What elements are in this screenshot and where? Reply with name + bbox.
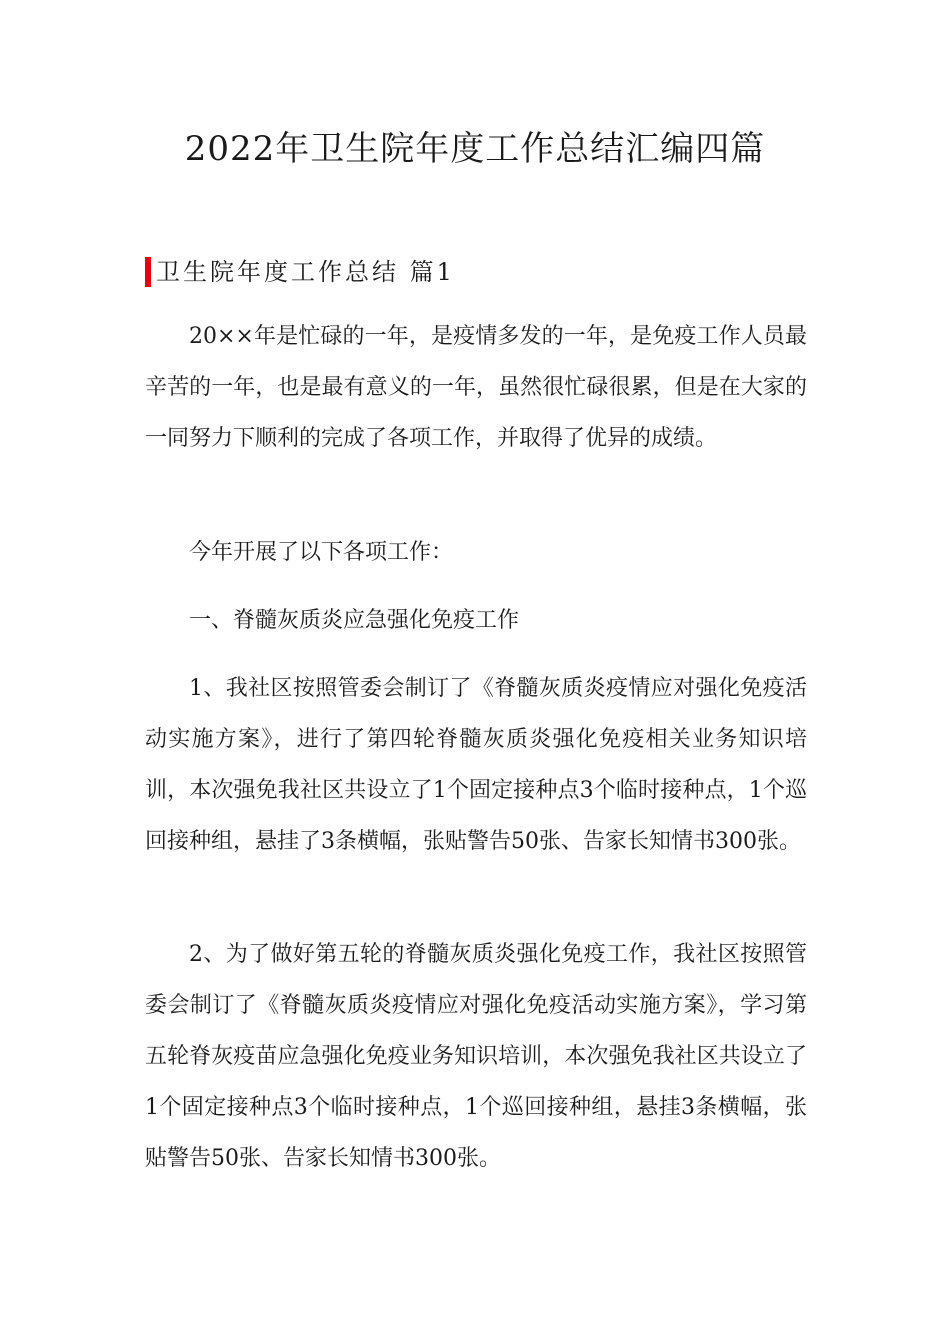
heading-marker-bar <box>145 257 151 287</box>
paragraph-item-2: 2、为了做好第五轮的脊髓灰质炎强化免疫工作，我社区按照管委会制订了《脊髓灰质炎疫情应对强化免疫活动实施方案》，学习第五轮脊灰疫苗应急强化免疫业务知识培训，本次强免我社区共设立了1个固定接种点3个临时接种点，1个巡回接种组，悬挂3条横幅，张贴警告50张、告家长知情书300张。 <box>145 942 807 1171</box>
document-title: 2022年卫生院年度工作总结汇编四篇 <box>184 129 766 169</box>
paragraph-subheading-polio: 一、脊髓灰质炎应急强化免疫工作 <box>189 608 520 633</box>
paragraph-item-1: 1、我社区按照管委会制订了《脊髓灰质炎疫情应对强化免疫活动实施方案》，进行了第四轮脊髓灰质炎强化免疫相关业务知识培训，本次强免我社区共设立了1个固定接种点3个临时接种点，1个巡回接种组，悬挂了3条横幅，张贴警告50张、告家长知情书300张。 <box>145 676 807 854</box>
section-heading <box>145 252 455 286</box>
paragraph-work-items: 今年开展了以下各项工作： <box>189 540 454 565</box>
paragraph-intro: 20××年是忙碌的一年，是疫情多发的一年，是免疫工作人员最辛苦的一年，也是最有意义的一年，虽然很忙碌很累，但是在大家的一同努力下顺利的完成了各项工作，并取得了优异的成绩。 <box>145 324 807 451</box>
section-heading-text: 卫生院年度工作总结 篇1 <box>156 257 455 286</box>
